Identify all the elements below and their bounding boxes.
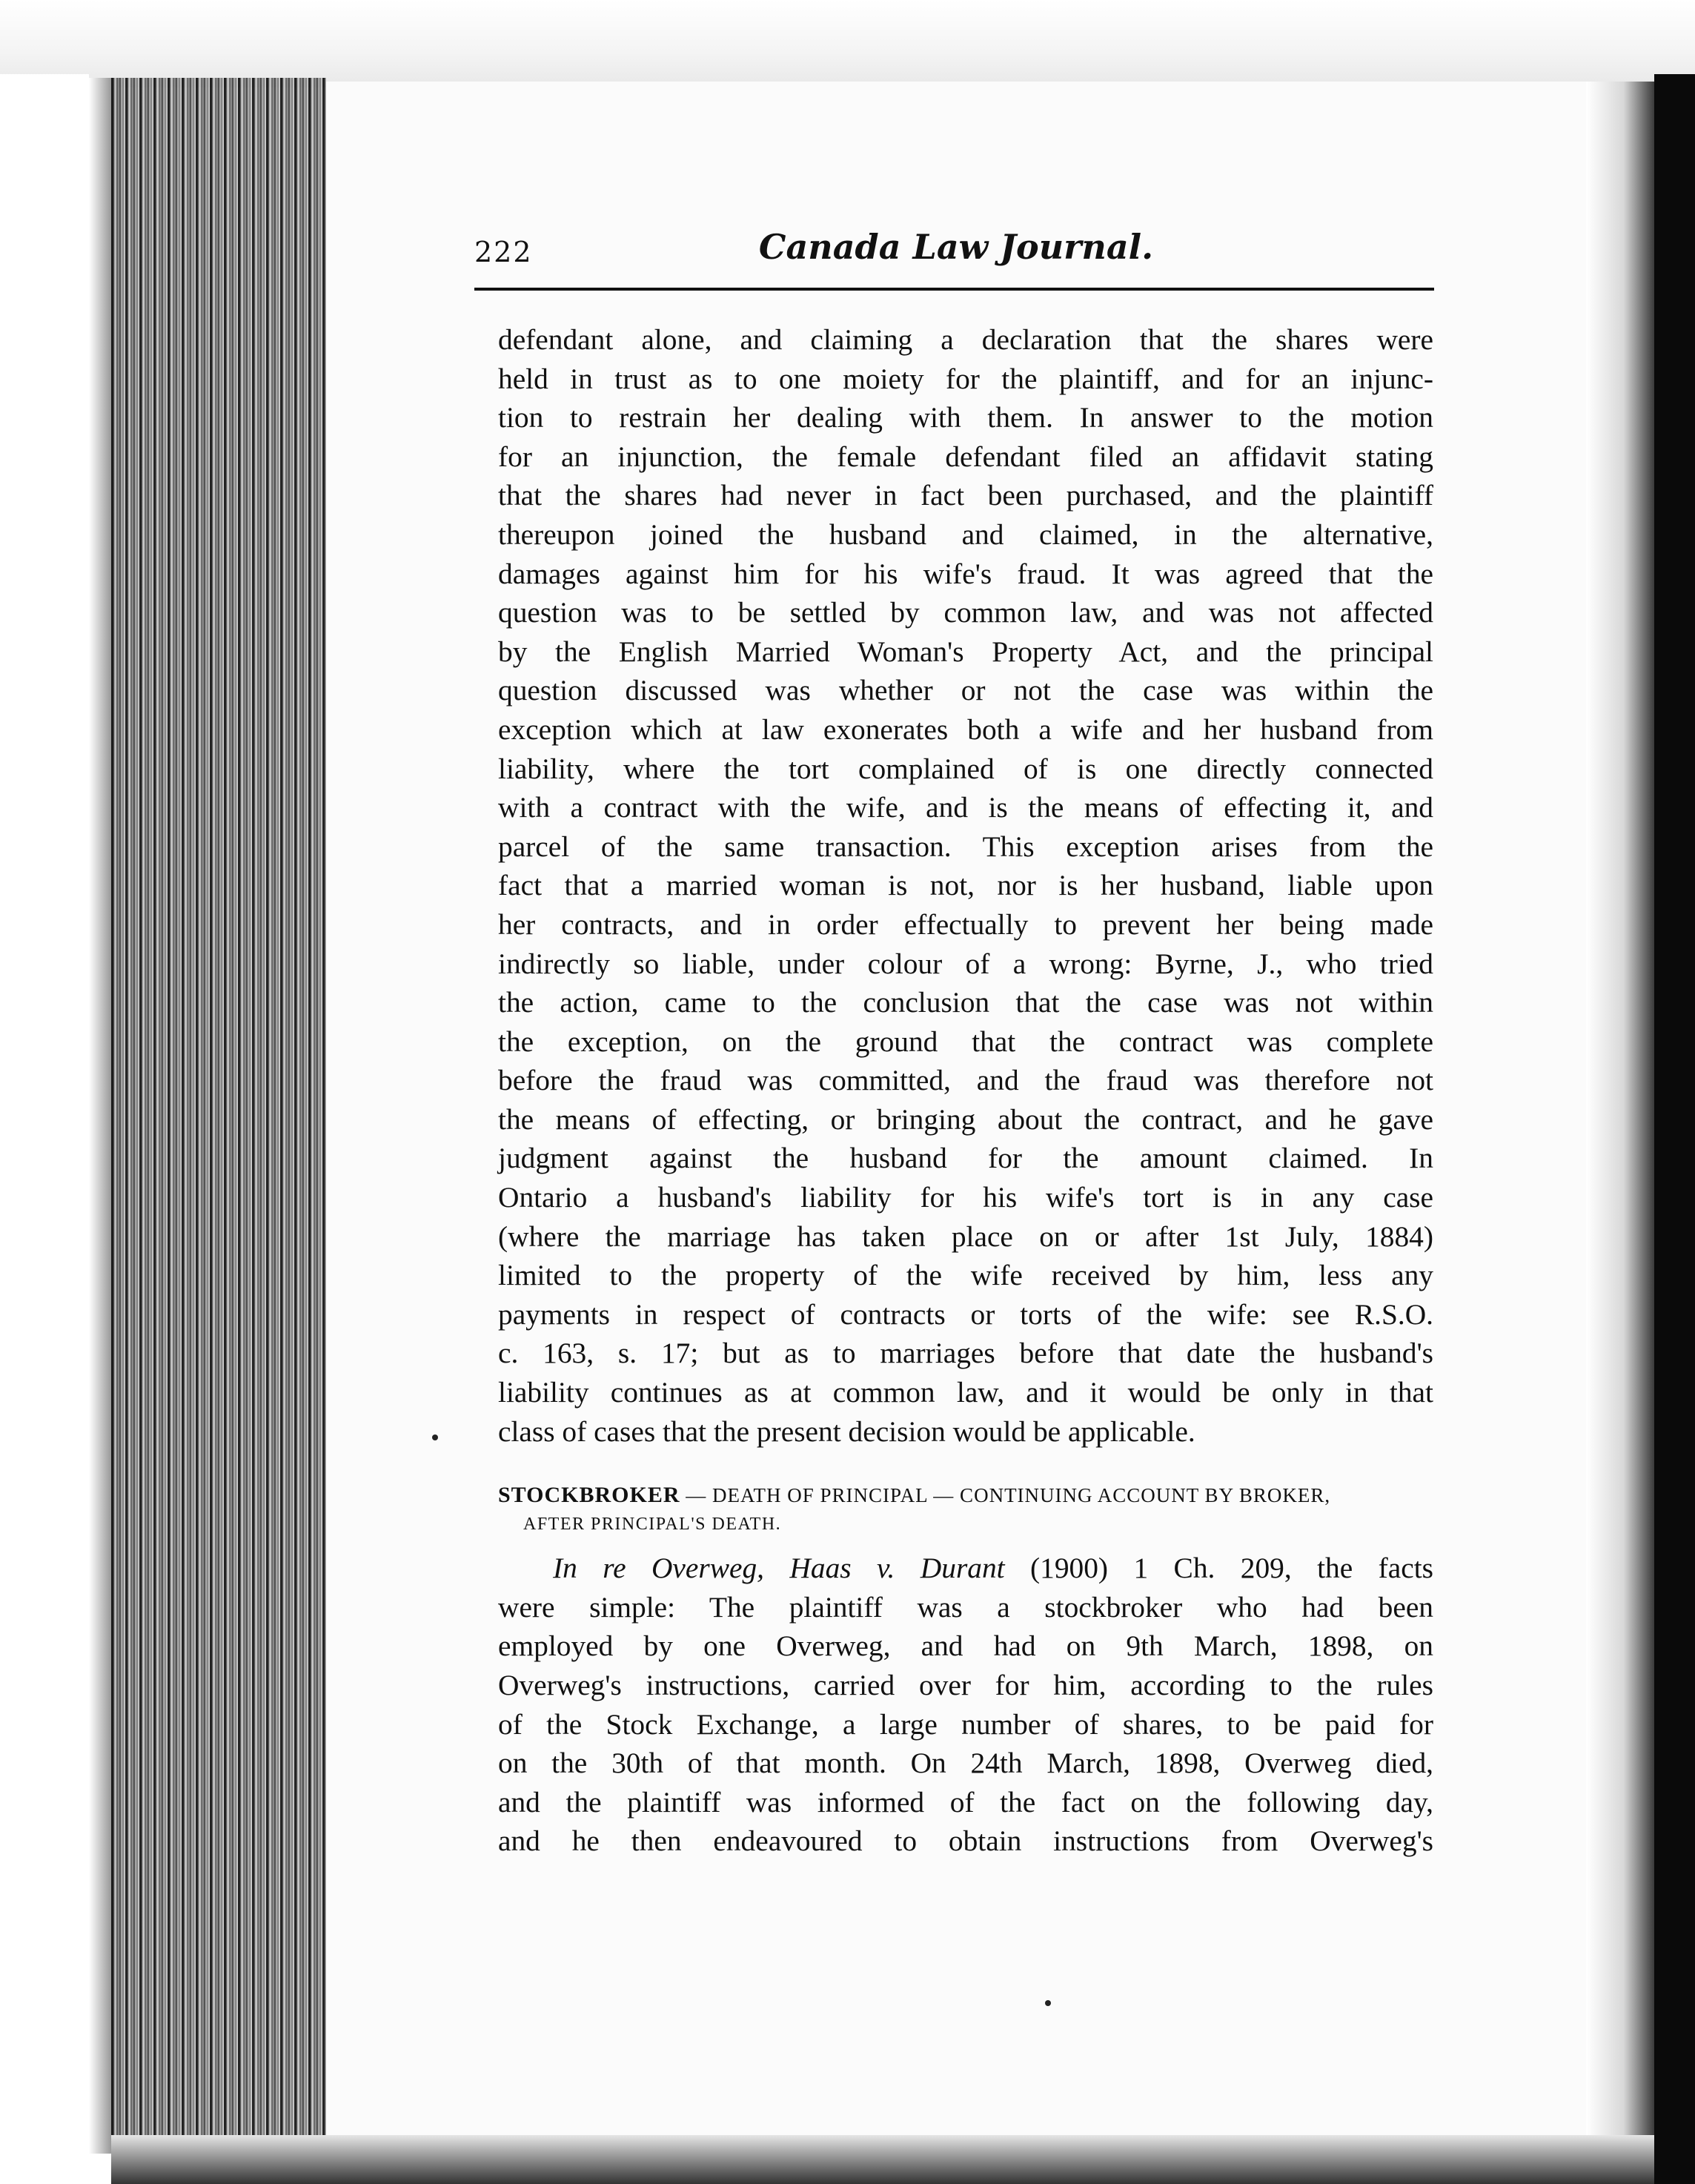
header-rule xyxy=(474,288,1434,291)
case-name: In re Overweg, Haas v. Durant xyxy=(553,1552,1005,1585)
text-line: for an injunction, the female defendant filed an affidavit stating xyxy=(498,440,1433,473)
section-heading-rest: — DEATH OF PRINCIPAL — CONTINUING ACCOUNT BY BROKER, xyxy=(686,1484,1331,1507)
text-line: c. 163, s. 17; but as to marriages before that date the husband's xyxy=(498,1337,1433,1370)
text-line: indirectly so liable, under colour of a wrong: Byrne, J., who tried xyxy=(498,947,1433,980)
text-line: thereupon joined the husband and claimed, in the alternative, xyxy=(498,517,1433,551)
text-line: tion to restrain her dealing with them. In answer to the motion xyxy=(498,401,1433,434)
text-line: liability, where the tort complained of is one directly connected xyxy=(498,752,1433,785)
text-line: defendant alone, and claiming a declaration that the shares were xyxy=(498,323,1433,356)
page-number: 222 xyxy=(474,236,533,268)
text-line: with a contract with the wife, and is the means of effecting it, and xyxy=(498,791,1433,824)
text-line: (where the marriage has taken place on or after 1st July, 1884) xyxy=(498,1220,1433,1253)
text-line: question was to be settled by common law, and was not affected xyxy=(498,596,1433,629)
section-heading-continuation: AFTER PRINCIPAL'S DEATH. xyxy=(523,1515,782,1535)
scan-bottom-edge xyxy=(111,2135,1654,2184)
text-line: of the Stock Exchange, a large number of shares, to be paid for xyxy=(498,1707,1433,1741)
text-line: the means of effecting, or bringing about the contract, and he gave xyxy=(498,1102,1433,1136)
text-line: fact that a married woman is not, nor is her husband, liable upon xyxy=(498,869,1433,902)
text-line: her contracts, and in order effectually to prevent her being made xyxy=(498,907,1433,941)
case-citation: (1900) 1 Ch. 209, the facts xyxy=(1004,1552,1434,1585)
scan-right-border xyxy=(1654,74,1695,2184)
text-line: limited to the property of the wife received by him, less any xyxy=(498,1259,1433,1292)
paragraph-continuation xyxy=(498,320,1433,1451)
case-paragraph xyxy=(498,1549,1433,1861)
running-header xyxy=(474,222,1438,282)
text-line: employed by one Overweg, and had on 9th March, 1898, on xyxy=(498,1629,1433,1663)
text-line: and he then endeavoured to obtain instructions from Overweg's xyxy=(498,1824,1433,1858)
text-line: exception which at law exonerates both a wife and her husband from xyxy=(498,712,1433,746)
text-line: question discussed was whether or not the case was within the xyxy=(498,674,1433,707)
text-line: payments in respect of contracts or torts of the wife: see R.S.O. xyxy=(498,1297,1433,1331)
text-line: on the 30th of that month. On 24th March, 1898, Overweg died, xyxy=(498,1747,1433,1780)
page-body xyxy=(498,320,1433,1861)
journal-title: Canada Law Journal. xyxy=(758,227,1154,267)
section-heading xyxy=(498,1480,1433,1538)
section-heading-keyword: STOCKBROKER xyxy=(498,1483,680,1508)
scan-speck xyxy=(1045,2000,1051,2006)
right-page-shadow xyxy=(1586,82,1654,2150)
scan-speck xyxy=(432,1435,438,1440)
text-line: and the plaintiff was informed of the fact on the following day, xyxy=(498,1785,1433,1819)
book-page-edges xyxy=(111,78,326,2154)
case-intro-line xyxy=(498,1549,1433,1588)
text-line: before the fraud was committed, and the fraud was therefore not xyxy=(498,1064,1433,1097)
text-line: liability continues as at common law, and it would be only in that xyxy=(498,1376,1433,1409)
text-line: were simple: The plaintiff was a stockbroker who had been xyxy=(498,1590,1433,1624)
text-line: that the shares had never in fact been purchased, and the plaintiff xyxy=(498,479,1433,512)
text-line: the exception, on the ground that the contract was complete xyxy=(498,1025,1433,1058)
text-line: by the English Married Woman's Property Act, and the principal xyxy=(498,635,1433,668)
scan-left-margin xyxy=(0,74,89,2184)
text-line: Overweg's instructions, carried over for him, according to the rules xyxy=(498,1669,1433,1701)
text-line: Ontario a husband's liability for his wife's tort is in any case xyxy=(498,1181,1433,1214)
text-line: parcel of the same transaction. This exception arises from the xyxy=(498,830,1433,863)
text-line: damages against him for his wife's fraud. It was agreed that the xyxy=(498,557,1433,590)
text-line: class of cases that the present decision would be applicable. xyxy=(498,1414,1195,1448)
text-line: the action, came to the conclusion that the case was not within xyxy=(498,986,1433,1019)
text-line: judgment against the husband for the amount claimed. In xyxy=(498,1142,1433,1175)
scan-top-margin xyxy=(0,0,1695,87)
text-line: held in trust as to one moiety for the plaintiff, and for an injunc- xyxy=(498,362,1433,395)
